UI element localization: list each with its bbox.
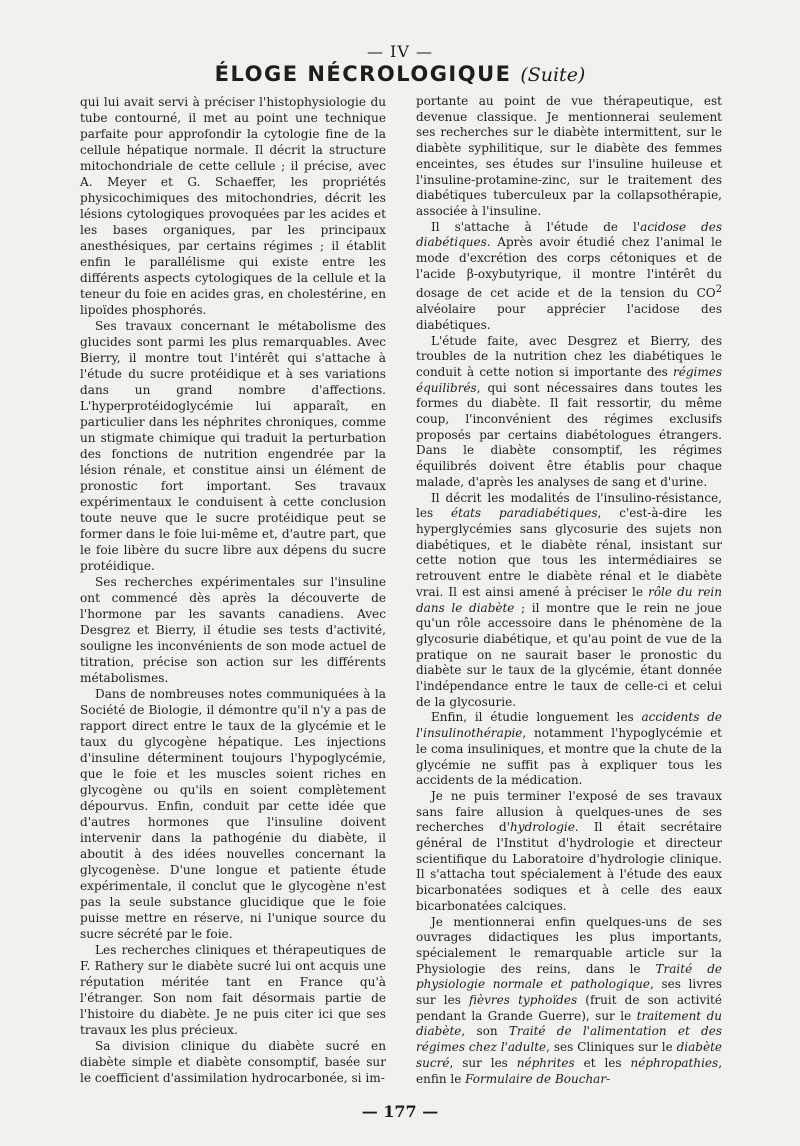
italic-term: Formulaire de Bouchar-	[465, 1071, 611, 1086]
paragraph: Enfin, il étudie longuement les accidents de l'insulinothérapie, notamment l'hypoglycémie et le coma insuliniques, et montre que la chute de la glycémie ne suffit pas à expliquer tous les accidents de la médication.	[416, 710, 722, 788]
italic-term: hydrologie	[510, 820, 575, 835]
italic-term: acidose des diabétiques	[416, 219, 722, 250]
italic-term: traitement du diabète	[416, 1008, 722, 1039]
paragraph: portante au point de vue thérapeutique, est devenue classique. Je mentionnerai seulement ses recherches sur le diabète intermittent, sur le diabète syphilitique, sur le diabète des femmes enceintes, ses études sur l'insuline huileuse et l'insuline-protamine-zinc, sur le traitement des diabétiques tuberculeux par la collapsothérapie, associée à l'insuline.	[416, 94, 722, 218]
italic-term: états paradiabétiques	[451, 506, 598, 521]
page-folio: — IV —	[366, 42, 434, 61]
italic-term: diabète sucré	[416, 1040, 722, 1070]
paragraph: Il décrit les modalités de l'insulino-résistance, les états paradiabétiques, c'est-à-dire les hyperglycémies sans glycosurie des sujets non diabétiques, et le diabète rénal, insistant sur cette notion que tous les intermédiaires se retrouvent entre le diabète rénal et le diabète vrai. Il est ainsi amené à préciser le rôle du rein dans le diabète ; il montre que le rein ne joue qu'un rôle accessoire dans le phénomène de la glycosurie diabétique, et qu'au point de vue de la pratique on ne saurait baser le pronostic du diabète sur le taux de la glycémie, étant donnée l'indépendance entre le taux de celle-ci et celui de la glycosurie.	[416, 490, 723, 709]
page-title	[0, 62, 800, 86]
paragraph: Dans de nombreuses notes communiquées à la Société de Biologie, il démontre qu'il n'y a pas de rapport direct entre le taux de la glycémie et le taux du glycogène hépatique. Les injections d'insuline déterminent toujours l'hypoglycémie, que le foie et les muscles soient riches en glycogène ou qu'ils en soient complètement dépourvus. Enfin, conduit par cette idée que d'autres hormones que l'insuline doivent intervenir dans la pathogénie du diabète, il aboutit à des idées nouvelles concernant la glycogenèse. D'une longue et patiente étude expérimentale, il conclut que le glycogène n'est pas la seule substance glucidique que le foie puisse mettre en réserve, ni l'unique source du sucre sécrété par le foie.	[80, 687, 386, 941]
page-number: — 177 —	[361, 1102, 439, 1121]
paragraph: Ses travaux concernant le métabolisme des glucides sont parmi les plus remarquables. Avec Bierry, il montre tout l'intérêt qui s'attache à l'étude du sucre protéidique et à ses variations dans un grand nombre d'affections. L'hyperprotéidoglycémie lui apparaît, en particulier dans les néphrites chroniques, comme un stigmate chimique qui traduit la perturbation des fonctions de nutrition engendrée par la lésion rénale, et constitue ainsi un élément de pronostic fort important. Ses travaux expérimentaux le conduisent à cette conclusion toute neuve que le sucre protéidique peut se former dans le foie lui-même et, d'autre part, que le foie libère du sucre libre aux dépens du sucre protéidique.	[80, 319, 386, 573]
italic-term: accidents de l'insulinothérapie	[416, 710, 722, 741]
paragraph: Sa division clinique du diabète sucré en diabète simple et diabète consomptif, basée sur le coefficient d'assimilation hydrocarbonée, si im-	[80, 1039, 386, 1085]
italic-term: rôle du rein dans le diabète	[416, 584, 722, 615]
right-column	[416, 94, 722, 1087]
paragraph: Ses recherches expérimentales sur l'insuline ont commencé dès après la découverte de l'hormone par les savants canadiens. Avec Desgrez et Bierry, il étudie ses tests d'activité, souligne les inconvénients de son mode actuel de titration, précise son action sur les différents métabolismes.	[80, 575, 386, 685]
italic-term: Traité de l'alimentation et des régimes chez l'adulte	[416, 1024, 722, 1055]
italic-term: néphropathies	[630, 1055, 719, 1070]
italic-term: Traité de physiologie normale et pathologique	[416, 961, 722, 992]
paragraph: qui lui avait servi à préciser l'histophysiologie du tube contourné, il met au point une technique parfaite pour approfondir la cytologie fine de la cellule hépatique normale. Il décrit la structure mitochondriale de cette cellule ; il précise, avec A. Meyer et G. Schaeffer, les propriétés physicochimiques des mitochondries, décrit les lésions cytologiques provoquées par les acides et les bases organiques, par les principaux anesthésiques, par certains régimes ; il établit enfin le parallélisme qui existe entre les différents aspects cytologiques de la cellule et la teneur du foie en acides gras, en cholestérine, en lipoïdes phosphorés.	[80, 95, 386, 317]
italic-term: fièvres typhoïdes	[469, 993, 578, 1008]
paragraph: L'étude faite, avec Desgrez et Bierry, des troubles de la nutrition chez les diabétiques le conduit à cette notion si importante des régimes équilibrés, qui sont nécessaires dans toutes les formes du diabète. Il fait ressortir, du même coup, l'inconvénient des régimes exclusifs proposés par certains diabétologues étrangers. Dans le diabète consomptif, les régimes équilibrés doivent être établis pour chaque malade, d'après les analyses de sang et d'urine.	[416, 333, 722, 489]
superscript: 2	[715, 284, 722, 296]
italic-term: régimes équilibrés	[416, 364, 722, 395]
italic-term: néphrites	[516, 1055, 575, 1070]
title-main: ÉLOGE NÉCROLOGIQUE	[214, 62, 512, 86]
title-suffix: (Suite)	[520, 64, 586, 86]
paragraph: Je ne puis terminer l'exposé de ses travaux sans faire allusion à quelques-unes de ses recherches d'hydrologie. Il était secrétaire général de l'Institut d'hydrologie et directeur scientifique du Laboratoire d'hydrologie clinique. Il s'attacha tout spécialement à l'étude des eaux bicarbonatées sodiques et à celle des eaux bicarbonatées calciques.	[416, 788, 722, 913]
paragraph: Je mentionnerai enfin quelques-uns de ses ouvrages didactiques les plus importants, spécialement le remarquable article sur la Physiologie des reins, dans le Traité de physiologie normale et pathologique, ses livres sur les fièvres typhoïdes (fruit de son activité pendant la Grande Guerre), sur le traitement du diabète, son Traité de l'alimentation et des régimes chez l'adulte, ses Cliniques sur le diabète sucré, sur les néphrites et les néphropathies, enfin le Formulaire de Bouchar-	[416, 914, 723, 1086]
left-column	[80, 94, 386, 1086]
paragraph: Les recherches cliniques et thérapeutiques de F. Rathery sur le diabète sucré lui ont acquis une réputation méritée tant en France qu'à l'étranger. Son nom fait désormais partie de l'histoire du diabète. Je ne puis citer ici que ses travaux les plus précieux.	[80, 943, 386, 1037]
paragraph: Il s'attache à l'étude de l'acidose des diabétiques. Après avoir étudié chez l'animal le mode d'excrétion des corps cétoniques et de l'acide β-oxybutyrique, il montre l'intérêt du dosage de cet acide et de la tension du $CO^2$ alvéolaire pour apprécier l'acidose des diabétiques.	[416, 219, 722, 332]
